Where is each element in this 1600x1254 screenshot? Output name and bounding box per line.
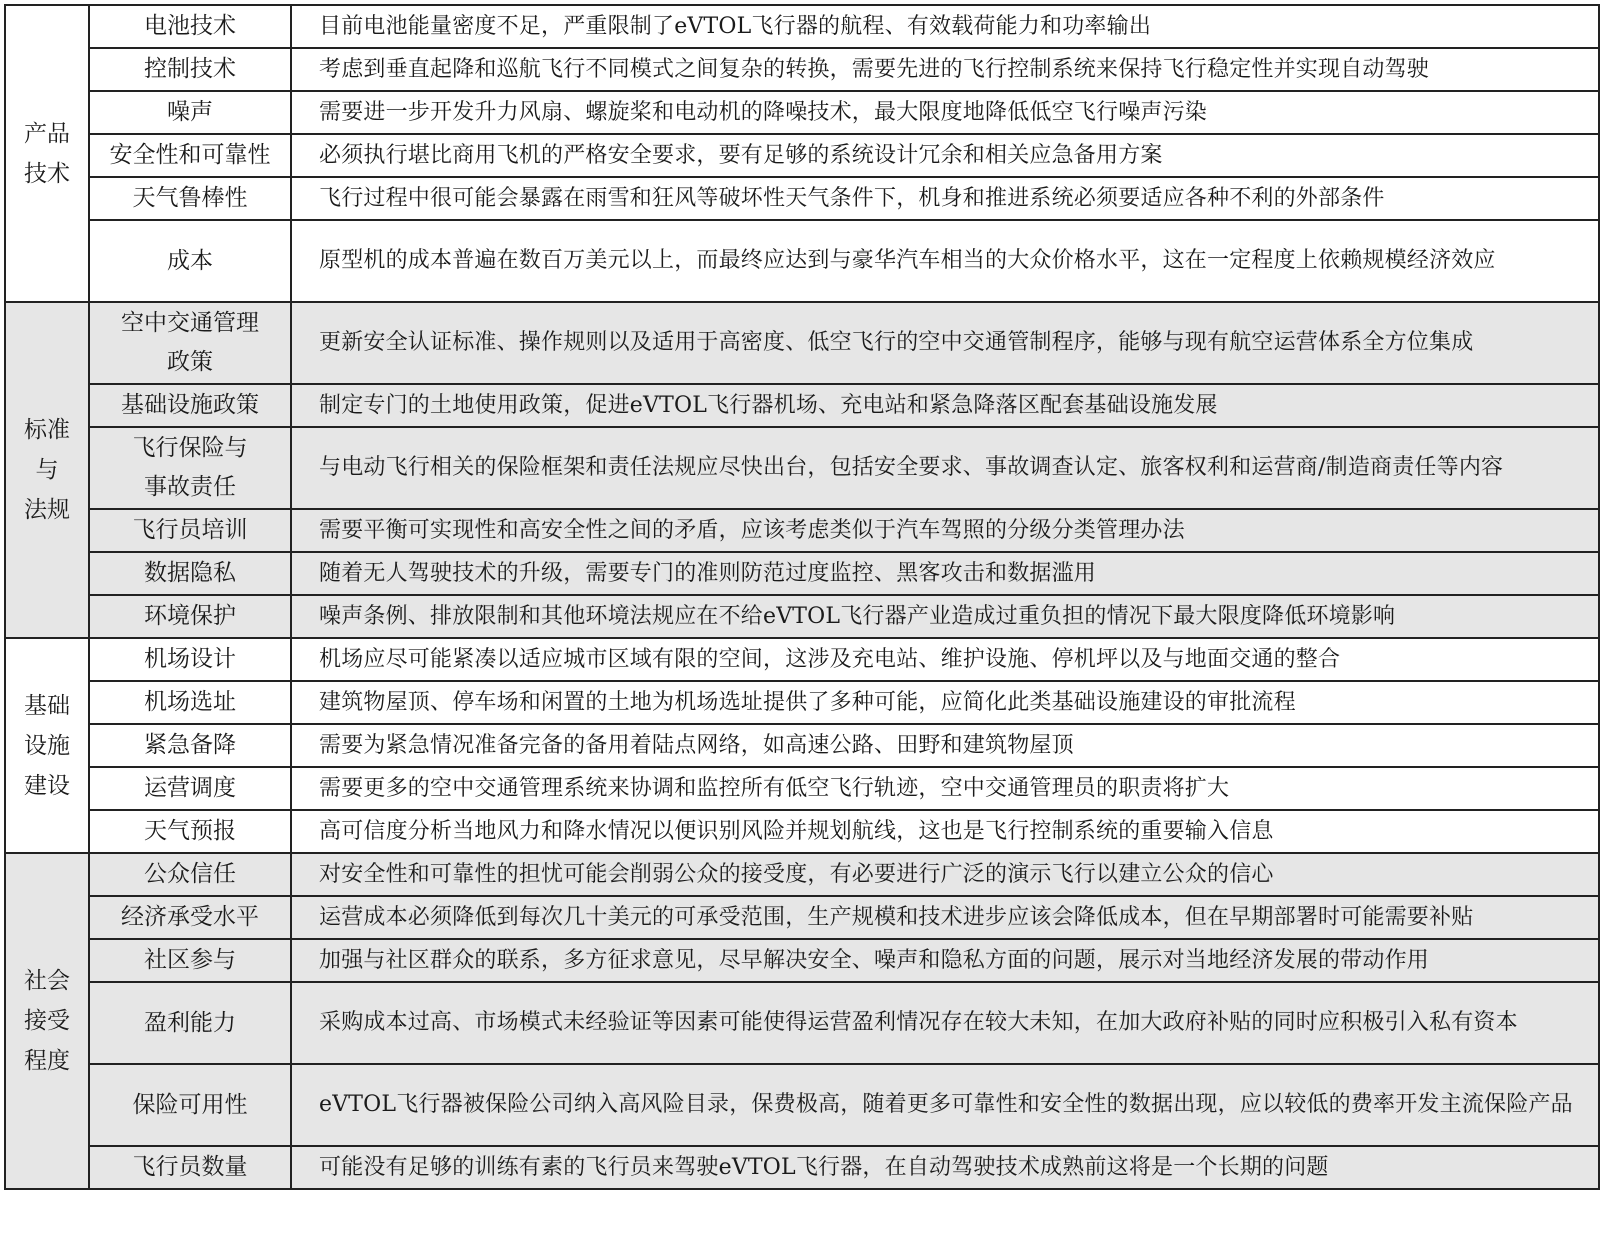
item-cell: [89, 48, 291, 91]
description-cell: 制定专门的土地使用政策，促进eVTOL飞行器机场、充电站和紧急降落区配套基础设施发展: [291, 384, 1599, 427]
table-row: [5, 681, 1599, 724]
description-cell: 随着无人驾驶技术的升级，需要专门的准则防范过度监控、黑客攻击和数据滥用: [291, 552, 1599, 595]
item-label: 紧急备降: [144, 732, 236, 758]
item-label: 政策: [167, 349, 213, 375]
table-row: [5, 384, 1599, 427]
item-cell: [89, 896, 291, 939]
description-cell: 建筑物屋顶、停车场和闲置的土地为机场选址提供了多种可能，应简化此类基础设施建设的审批流程: [291, 681, 1599, 724]
table-row: [5, 302, 1599, 384]
category-line: 接受: [24, 1008, 70, 1034]
category-standards-regulations: [5, 302, 89, 638]
table-row: [5, 91, 1599, 134]
table-row: [5, 1064, 1599, 1146]
item-label: 控制技术: [144, 56, 236, 82]
table-row: [5, 552, 1599, 595]
item-label: 数据隐私: [144, 560, 236, 586]
category-infrastructure: [5, 638, 89, 853]
description-cell: 可能没有足够的训练有素的飞行员来驾驶eVTOL飞行器，在自动驾驶技术成熟前这将是一个长期的问题: [291, 1146, 1599, 1189]
item-label: 盈利能力: [144, 1009, 236, 1036]
category-product-technology: [5, 5, 89, 302]
item-label: 安全性和可靠性: [109, 142, 271, 168]
description-cell: 必须执行堪比商用飞机的严格安全要求，要有足够的系统设计冗余和相关应急备用方案: [291, 134, 1599, 177]
table-row: [5, 134, 1599, 177]
description-cell: 需要更多的空中交通管理系统来协调和监控所有低空飞行轨迹，空中交通管理员的职责将扩大: [291, 767, 1599, 810]
item-label: 噪声: [167, 99, 213, 125]
item-cell: [89, 5, 291, 48]
description-cell: 需要为紧急情况准备完备的备用着陆点网络，如高速公路、田野和建筑物屋顶: [291, 724, 1599, 767]
item-cell: [89, 939, 291, 982]
table-body: [5, 5, 1599, 1189]
category-line: 标准: [24, 417, 70, 443]
item-label: 机场设计: [144, 646, 236, 672]
category-line: 建设: [24, 772, 70, 799]
item-cell: [89, 134, 291, 177]
item-cell: [89, 1064, 291, 1146]
description-cell: 考虑到垂直起降和巡航飞行不同模式之间复杂的转换，需要先进的飞行控制系统来保持飞行稳定性并实现自动驾驶: [291, 48, 1599, 91]
item-cell: [89, 724, 291, 767]
description-cell: 目前电池能量密度不足，严重限制了eVTOL飞行器的航程、有效载荷能力和功率输出: [291, 5, 1599, 48]
description-cell: 对安全性和可靠性的担忧可能会削弱公众的接受度，有必要进行广泛的演示飞行以建立公众的信心: [291, 853, 1599, 896]
item-cell: [89, 384, 291, 427]
item-label: 基础设施政策: [121, 392, 259, 418]
item-label: 经济承受水平: [121, 904, 259, 930]
item-cell: [89, 302, 291, 384]
description-cell: 加强与社区群众的联系，多方征求意见，尽早解决安全、噪声和隐私方面的问题，展示对当地经济发展的带动作用: [291, 939, 1599, 982]
item-label: 环境保护: [144, 603, 236, 629]
category-line: 社会: [24, 968, 70, 994]
category-social-acceptance: [5, 853, 89, 1189]
item-cell: [89, 220, 291, 302]
item-cell: [89, 595, 291, 638]
category-line: 程度: [24, 1048, 70, 1074]
table-row: [5, 220, 1599, 302]
table-row: [5, 177, 1599, 220]
item-cell: [89, 681, 291, 724]
table-row: [5, 724, 1599, 767]
item-cell: [89, 91, 291, 134]
item-cell: [89, 177, 291, 220]
description-cell: 机场应尽可能紧凑以适应城市区域有限的空间，这涉及充电站、维护设施、停机坪以及与地面交通的整合: [291, 638, 1599, 681]
table-row: [5, 48, 1599, 91]
description-cell: eVTOL飞行器被保险公司纳入高风险目录，保费极高，随着更多可靠性和安全性的数据出现，应以较低的费率开发主流保险产品: [291, 1064, 1599, 1146]
description-cell: 与电动飞行相关的保险框架和责任法规应尽快出台，包括安全要求、事故调查认定、旅客权利和运营商/制造商责任等内容: [291, 427, 1599, 509]
item-cell: [89, 767, 291, 810]
table-row: [5, 1146, 1599, 1189]
table-row: [5, 509, 1599, 552]
item-cell: [89, 427, 291, 509]
table-row: [5, 939, 1599, 982]
item-cell: [89, 853, 291, 896]
description-cell: 飞行过程中很可能会暴露在雨雪和狂风等破坏性天气条件下，机身和推进系统必须要适应各种不利的外部条件: [291, 177, 1599, 220]
table-row: [5, 896, 1599, 939]
item-cell: [89, 509, 291, 552]
item-cell: [89, 982, 291, 1064]
item-label: 机场选址: [144, 689, 236, 715]
table-row: [5, 5, 1599, 48]
category-line: 设施: [24, 732, 70, 759]
description-cell: 原型机的成本普遍在数百万美元以上，而最终应达到与豪华汽车相当的大众价格水平，这在一定程度上依赖规模经济效应: [291, 220, 1599, 302]
item-label: 飞行保险与: [132, 435, 248, 461]
description-cell: 运营成本必须降低到每次几十美元的可承受范围，生产规模和技术进步应该会降低成本，但在早期部署时可能需要补贴: [291, 896, 1599, 939]
description-cell: 采购成本过高、市场模式未经验证等因素可能使得运营盈利情况存在较大未知，在加大政府补贴的同时应积极引入私有资本: [291, 982, 1599, 1064]
item-cell: [89, 810, 291, 853]
description-cell: 需要平衡可实现性和高安全性之间的矛盾，应该考虑类似于汽车驾照的分级分类管理办法: [291, 509, 1599, 552]
item-label: 保险可用性: [132, 1091, 248, 1118]
category-line: 基础: [24, 692, 70, 719]
item-label: 飞行员数量: [132, 1154, 248, 1180]
table-row: [5, 853, 1599, 896]
item-cell: [89, 1146, 291, 1189]
item-label: 天气鲁棒性: [132, 185, 248, 211]
table-row: [5, 595, 1599, 638]
item-label: 运营调度: [144, 775, 236, 801]
item-label: 空中交通管理: [121, 310, 259, 336]
category-line: 与: [35, 457, 59, 483]
description-cell: 更新安全认证标准、操作规则以及适用于高密度、低空飞行的空中交通管制程序，能够与现有航空运营体系全方位集成: [291, 302, 1599, 384]
description-cell: 高可信度分析当地风力和降水情况以便识别风险并规划航线，这也是飞行控制系统的重要输入信息: [291, 810, 1599, 853]
table-row: [5, 638, 1599, 681]
item-label: 成本: [167, 247, 213, 274]
item-label: 事故责任: [144, 474, 236, 500]
category-line: 法规: [24, 497, 70, 523]
table-row: [5, 982, 1599, 1064]
category-line: 技术: [24, 160, 70, 187]
table-row: [5, 767, 1599, 810]
description-cell: 需要进一步开发升力风扇、螺旋桨和电动机的降噪技术，最大限度地降低低空飞行噪声污染: [291, 91, 1599, 134]
table-row: [5, 810, 1599, 853]
item-label: 天气预报: [144, 818, 236, 844]
description-cell: 噪声条例、排放限制和其他环境法规应在不给eVTOL飞行器产业造成过重负担的情况下最大限度降低环境影响: [291, 595, 1599, 638]
item-cell: [89, 638, 291, 681]
item-label: 社区参与: [144, 947, 236, 973]
item-label: 公众信任: [144, 861, 236, 887]
item-cell: [89, 552, 291, 595]
item-label: 电池技术: [144, 13, 236, 39]
challenges-table: [4, 4, 1600, 1190]
table-row: [5, 427, 1599, 509]
category-line: 产品: [24, 120, 70, 147]
item-label: 飞行员培训: [132, 517, 248, 543]
